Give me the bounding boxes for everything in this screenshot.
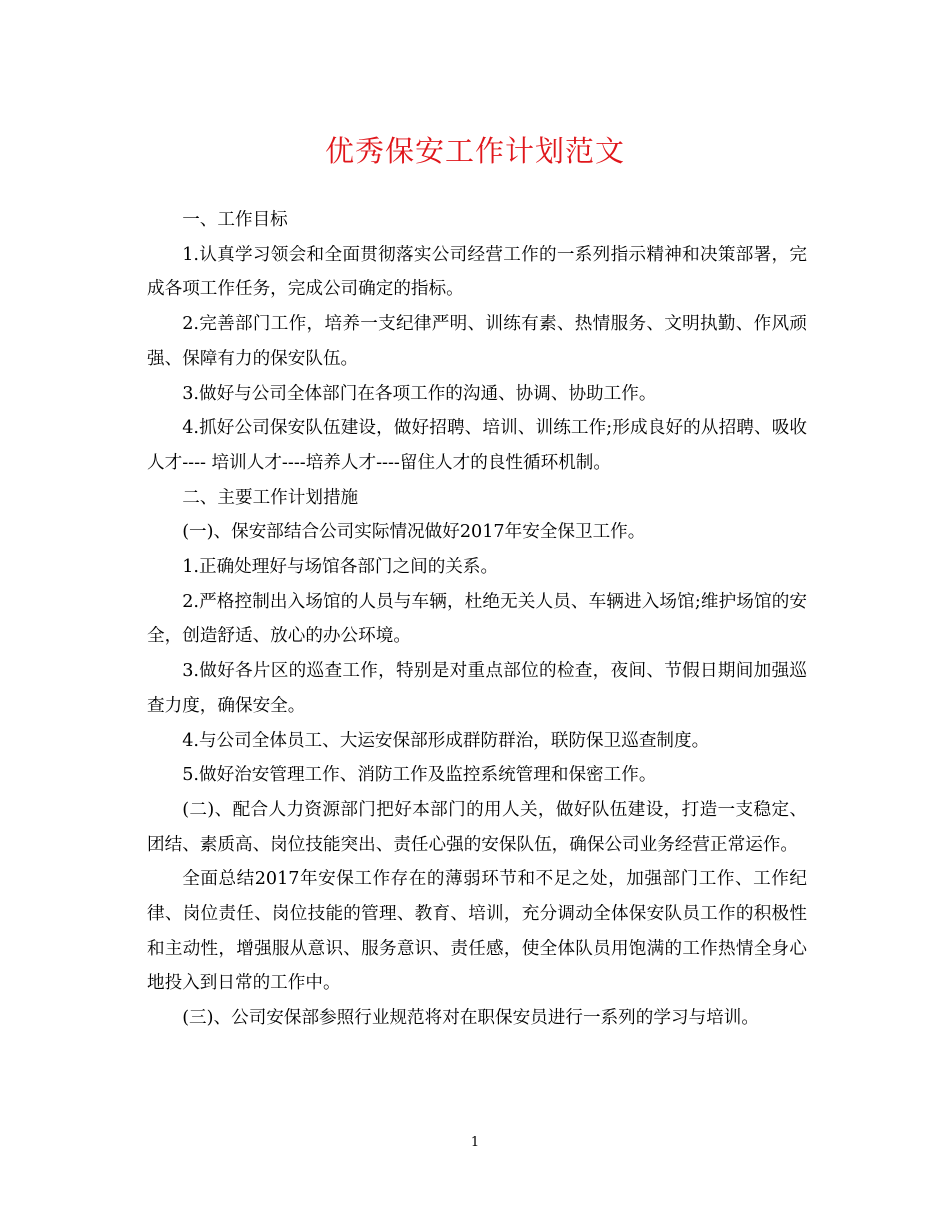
paragraph: 4.与公司全体员工、大运安保部形成群防群治，联防保卫巡查制度。 (182, 730, 710, 751)
paragraph: 5.做好治安管理工作、消防工作及监控系统管理和保密工作。 (182, 765, 657, 786)
subsection-heading: (二)、配合人力资源部门把好本部门的用人关，做好队伍建设，打造一支稳定、团结、素质高、岗位技能突出、责任心强的安保队伍，确保公司业务经营正常运作。 (147, 799, 807, 855)
paragraph: 1.认真学习领会和全面贯彻落实公司经营工作的一系列指示精神和决策部署，完成各项工作任务，完成公司确定的指标。 (147, 244, 807, 300)
document-body (147, 203, 807, 1036)
paragraph: 3.做好与公司全体部门在各项工作的沟通、协调、协助工作。 (182, 383, 657, 404)
paragraph: 4.抓好公司保安队伍建设，做好招聘、培训、训练工作;形成良好的从招聘、吸收人才---- 培训人才----培养人才----留住人才的良性循环机制。 (147, 418, 807, 473)
subsection-heading: (一)、保安部结合公司实际情况做好2017年安全保卫工作。 (182, 522, 646, 543)
paragraph: 3.做好各片区的巡查工作，特别是对重点部位的检查，夜间、节假日期间加强巡查力度，确保安全。 (147, 661, 807, 716)
paragraph: 1.正确处理好与场馆各部门之间的关系。 (182, 557, 499, 578)
paragraph: 2.完善部门工作，培养一支纪律严明、训练有素、热情服务、文明执勤、作风顽强、保障有力的保安队伍。 (147, 314, 807, 369)
section-heading-measures: 二、主要工作计划措施 (182, 487, 359, 508)
section-heading-goals: 一、工作目标 (182, 210, 288, 230)
subsection-heading: (三)、公司安保部参照行业规范将对在职保安员进行一系列的学习与培训。 (182, 1008, 759, 1029)
page-number: 1 (470, 1135, 480, 1150)
document-title: 优秀保安工作计划范文 (324, 134, 625, 168)
paragraph: 全面总结2017年安保工作存在的薄弱环节和不足之处，加强部门工作、工作纪律、岗位责任、岗位技能的管理、教育、培训，充分调动全体保安队员工作的积极性和主动性，增强服从意识、服务意识、责任感，使全体队员用饱满的工作热情全身心地投入到日常的工作中。 (147, 869, 807, 994)
paragraph: 2.严格控制出入场馆的人员与车辆，杜绝无关人员、车辆进入场馆;维护场馆的安全，创造舒适、放心的办公环境。 (147, 591, 807, 647)
